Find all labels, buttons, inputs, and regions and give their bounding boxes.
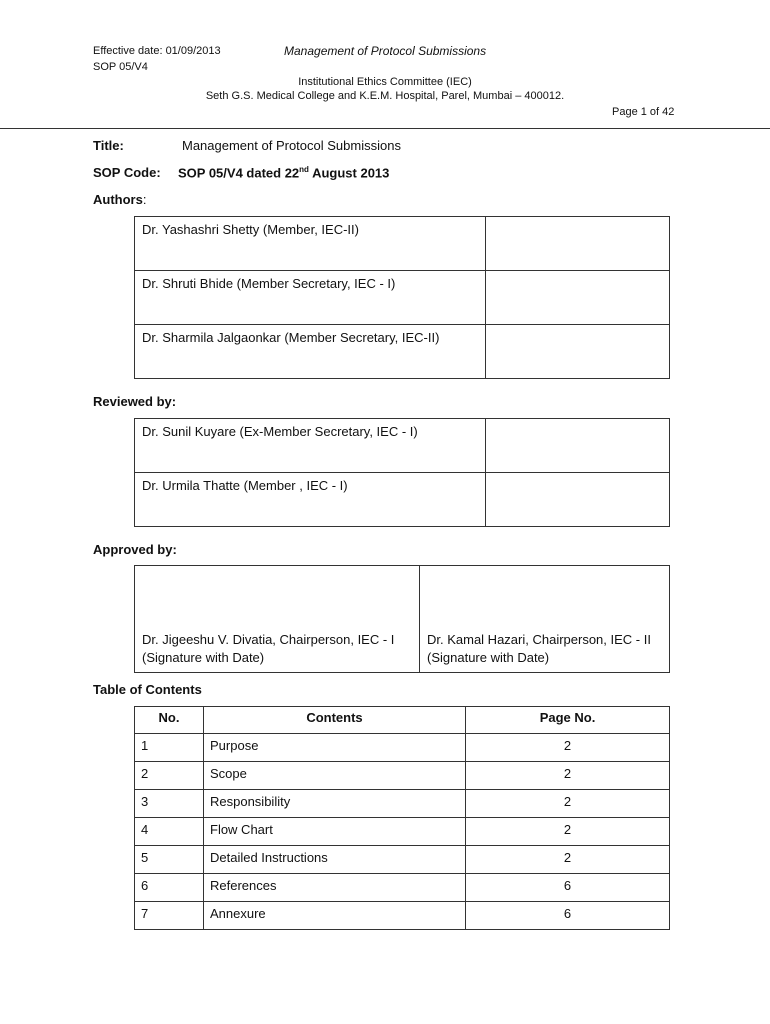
reviewer-name: Dr. Urmila Thatte (Member , IEC - I) — [135, 473, 486, 527]
approvers-table — [134, 565, 670, 673]
table-row — [135, 566, 670, 673]
column-header: No. — [135, 707, 204, 734]
toc-page: 2 — [466, 790, 670, 818]
signature-cell — [486, 271, 670, 325]
signature-cell — [486, 419, 670, 473]
sop-reference: SOP 05/V4 — [93, 61, 148, 73]
table-row — [135, 419, 670, 473]
toc-page: 2 — [466, 762, 670, 790]
toc-page: 2 — [466, 818, 670, 846]
table-row — [135, 271, 670, 325]
toc-no: 4 — [135, 818, 204, 846]
signature-cell — [486, 217, 670, 271]
approver-right — [420, 566, 670, 673]
author-name: Dr. Sharmila Jalgaonkar (Member Secretary, IEC-II) — [135, 325, 486, 379]
approved-label: Approved by: — [93, 542, 177, 557]
header-doc-title: Management of Protocol Submissions — [284, 44, 487, 58]
reviewer-name: Dr. Sunil Kuyare (Ex-Member Secretary, IEC - I) — [135, 419, 486, 473]
committee-name: Institutional Ethics Committee (IEC) — [298, 76, 472, 88]
toc-content: References — [204, 874, 466, 902]
effective-date: Effective date: 01/09/2013 — [93, 45, 221, 57]
table-row — [135, 874, 670, 902]
toc-no: 1 — [135, 734, 204, 762]
institution-name: Seth G.S. Medical College and K.E.M. Hospital, Parel, Mumbai – 400012. — [205, 90, 565, 102]
authors-table — [134, 216, 670, 379]
signature-cell — [486, 325, 670, 379]
toc-no: 2 — [135, 762, 204, 790]
table-row — [135, 902, 670, 930]
toc-page: 6 — [466, 874, 670, 902]
table-row — [135, 846, 670, 874]
toc-no: 6 — [135, 874, 204, 902]
authors-label: Authors: — [93, 192, 147, 207]
toc-content: Detailed Instructions — [204, 846, 466, 874]
toc-page: 2 — [466, 734, 670, 762]
table-row — [135, 790, 670, 818]
toc-content: Flow Chart — [204, 818, 466, 846]
toc-label: Table of Contents — [93, 682, 202, 697]
column-header: Contents — [204, 707, 466, 734]
table-row — [135, 762, 670, 790]
table-row — [135, 473, 670, 527]
title-value: Management of Protocol Submissions — [182, 138, 401, 153]
toc-page: 2 — [466, 846, 670, 874]
sop-code-value: SOP 05/V4 dated 22nd August 2013 — [178, 165, 390, 181]
table-row — [135, 734, 670, 762]
table-row — [135, 325, 670, 379]
column-header: Page No. — [466, 707, 670, 734]
signature-note: (Signature with Date) — [142, 650, 265, 665]
author-name: Dr. Shruti Bhide (Member Secretary, IEC - I) — [135, 271, 486, 325]
approver-left — [135, 566, 420, 673]
signature-cell — [486, 473, 670, 527]
title-label: Title: — [93, 138, 124, 153]
toc-content: Purpose — [204, 734, 466, 762]
toc-content: Annexure — [204, 902, 466, 930]
page-number: Page 1 of 42 — [612, 106, 675, 118]
toc-content: Scope — [204, 762, 466, 790]
signature-note: (Signature with Date) — [427, 650, 550, 665]
approver-name: Dr. Kamal Hazari, Chairperson, IEC - II — [427, 632, 651, 647]
toc-no: 5 — [135, 846, 204, 874]
toc-no: 3 — [135, 790, 204, 818]
toc-content: Responsibility — [204, 790, 466, 818]
table-header-row — [135, 707, 670, 734]
header-divider — [0, 128, 770, 129]
approver-name: Dr. Jigeeshu V. Divatia, Chairperson, IEC - I — [142, 632, 395, 647]
sop-code-label: SOP Code: — [93, 165, 161, 180]
toc-no: 7 — [135, 902, 204, 930]
toc-table — [134, 706, 670, 930]
table-row — [135, 818, 670, 846]
reviewed-label: Reviewed by: — [93, 394, 177, 409]
author-name: Dr. Yashashri Shetty (Member, IEC-II) — [135, 217, 486, 271]
reviewers-table — [134, 418, 670, 527]
toc-page: 6 — [466, 902, 670, 930]
table-row — [135, 217, 670, 271]
